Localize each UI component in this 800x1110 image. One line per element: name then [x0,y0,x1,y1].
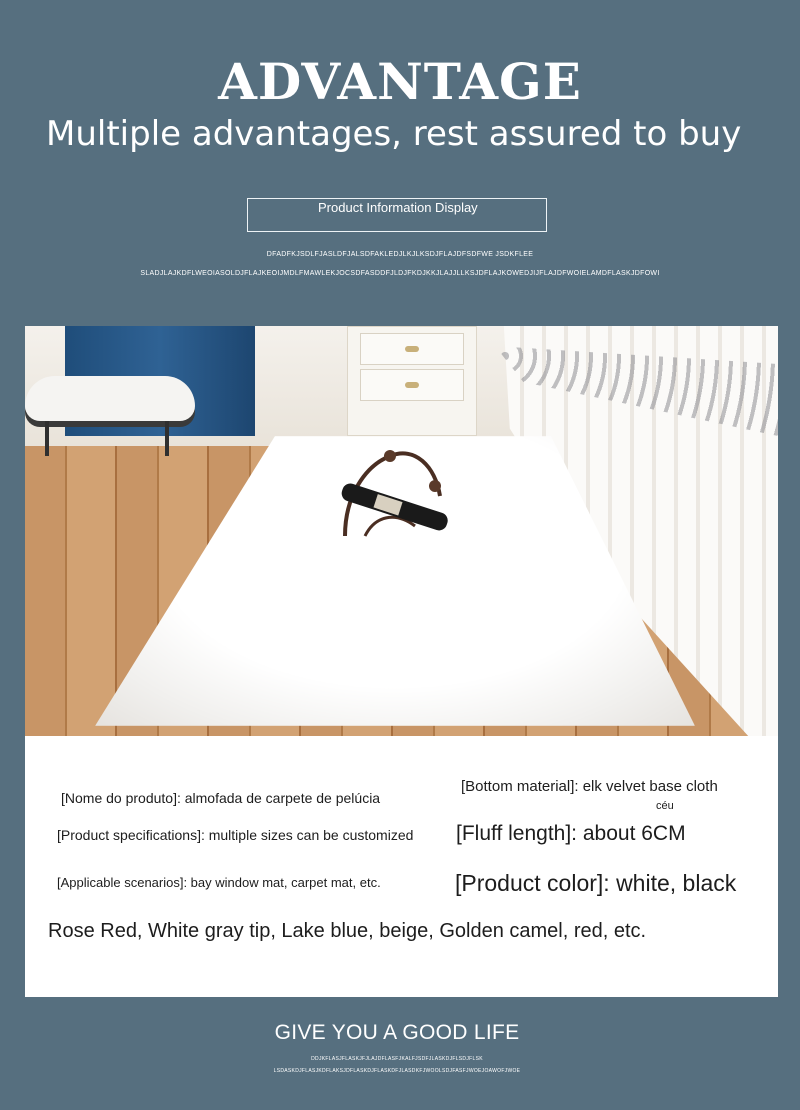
product-color-more-text: Rose Red, White gray tip, Lake blue, beige, Golden camel, red, etc. [48,920,647,942]
product-name-text: [Nome do produto]: almofada de carpete de pelúcia [61,790,381,806]
footer-title: GIVE YOU A GOOD LIFE [274,1021,520,1044]
decorative-code-line-2: SLADJLAJKDFLWEOIASOLDJFLAJKEOIJMDLFMAWLEKJOCSDFASDDFJLDJFKDJKKJLAJJLLKSJDFLAJKOWEDJIJFLAJDFWOIELAMDFLASKJDFOWI [140,270,660,277]
fluff-length-text: [Fluff length]: about 6CM [456,822,686,845]
bottom-material-extra-text: céu [656,800,674,812]
product-photo [25,326,778,736]
footer-code-line-2: LSDASKDJFLASJKDFLAKSJDFLASKDJFLASKDFJLASDKFJWOOLSDJFASFJWOEJOAWOFJWOE [273,1068,521,1074]
decorative-code-line-1: DFADFKJSDLFJASLDFJALSDFAKLEDJLKJLKSDJFLAJDFSDFWE JSDKFLEE [266,251,534,258]
photo-nightstand [347,326,477,436]
footer-code-line-1: DDJKFLASJFLASKJFJLAJDFLASFJKALFJSDFJLASKDJFLSDJFLSK [311,1056,483,1062]
applicable-scenarios-text: [Applicable scenarios]: bay window mat, carpet mat, etc. [57,875,381,890]
photo-wine-rack [335,436,455,546]
product-info-panel [25,736,778,997]
product-info-box: Product Information Display [247,198,547,232]
product-specifications-text: [Product specifications]: multiple sizes can be customized [57,827,414,843]
photo-chair [25,336,225,456]
page-subtitle: Multiple advantages, rest assured to buy [46,114,742,154]
page-title: ADVANTAGE [218,52,582,111]
bottom-material-text: [Bottom material]: elk velvet base cloth [461,778,718,795]
nightstand-drawer [360,369,464,401]
product-color-text: [Product color]: white, black [455,870,737,896]
nightstand-drawer [360,333,464,365]
